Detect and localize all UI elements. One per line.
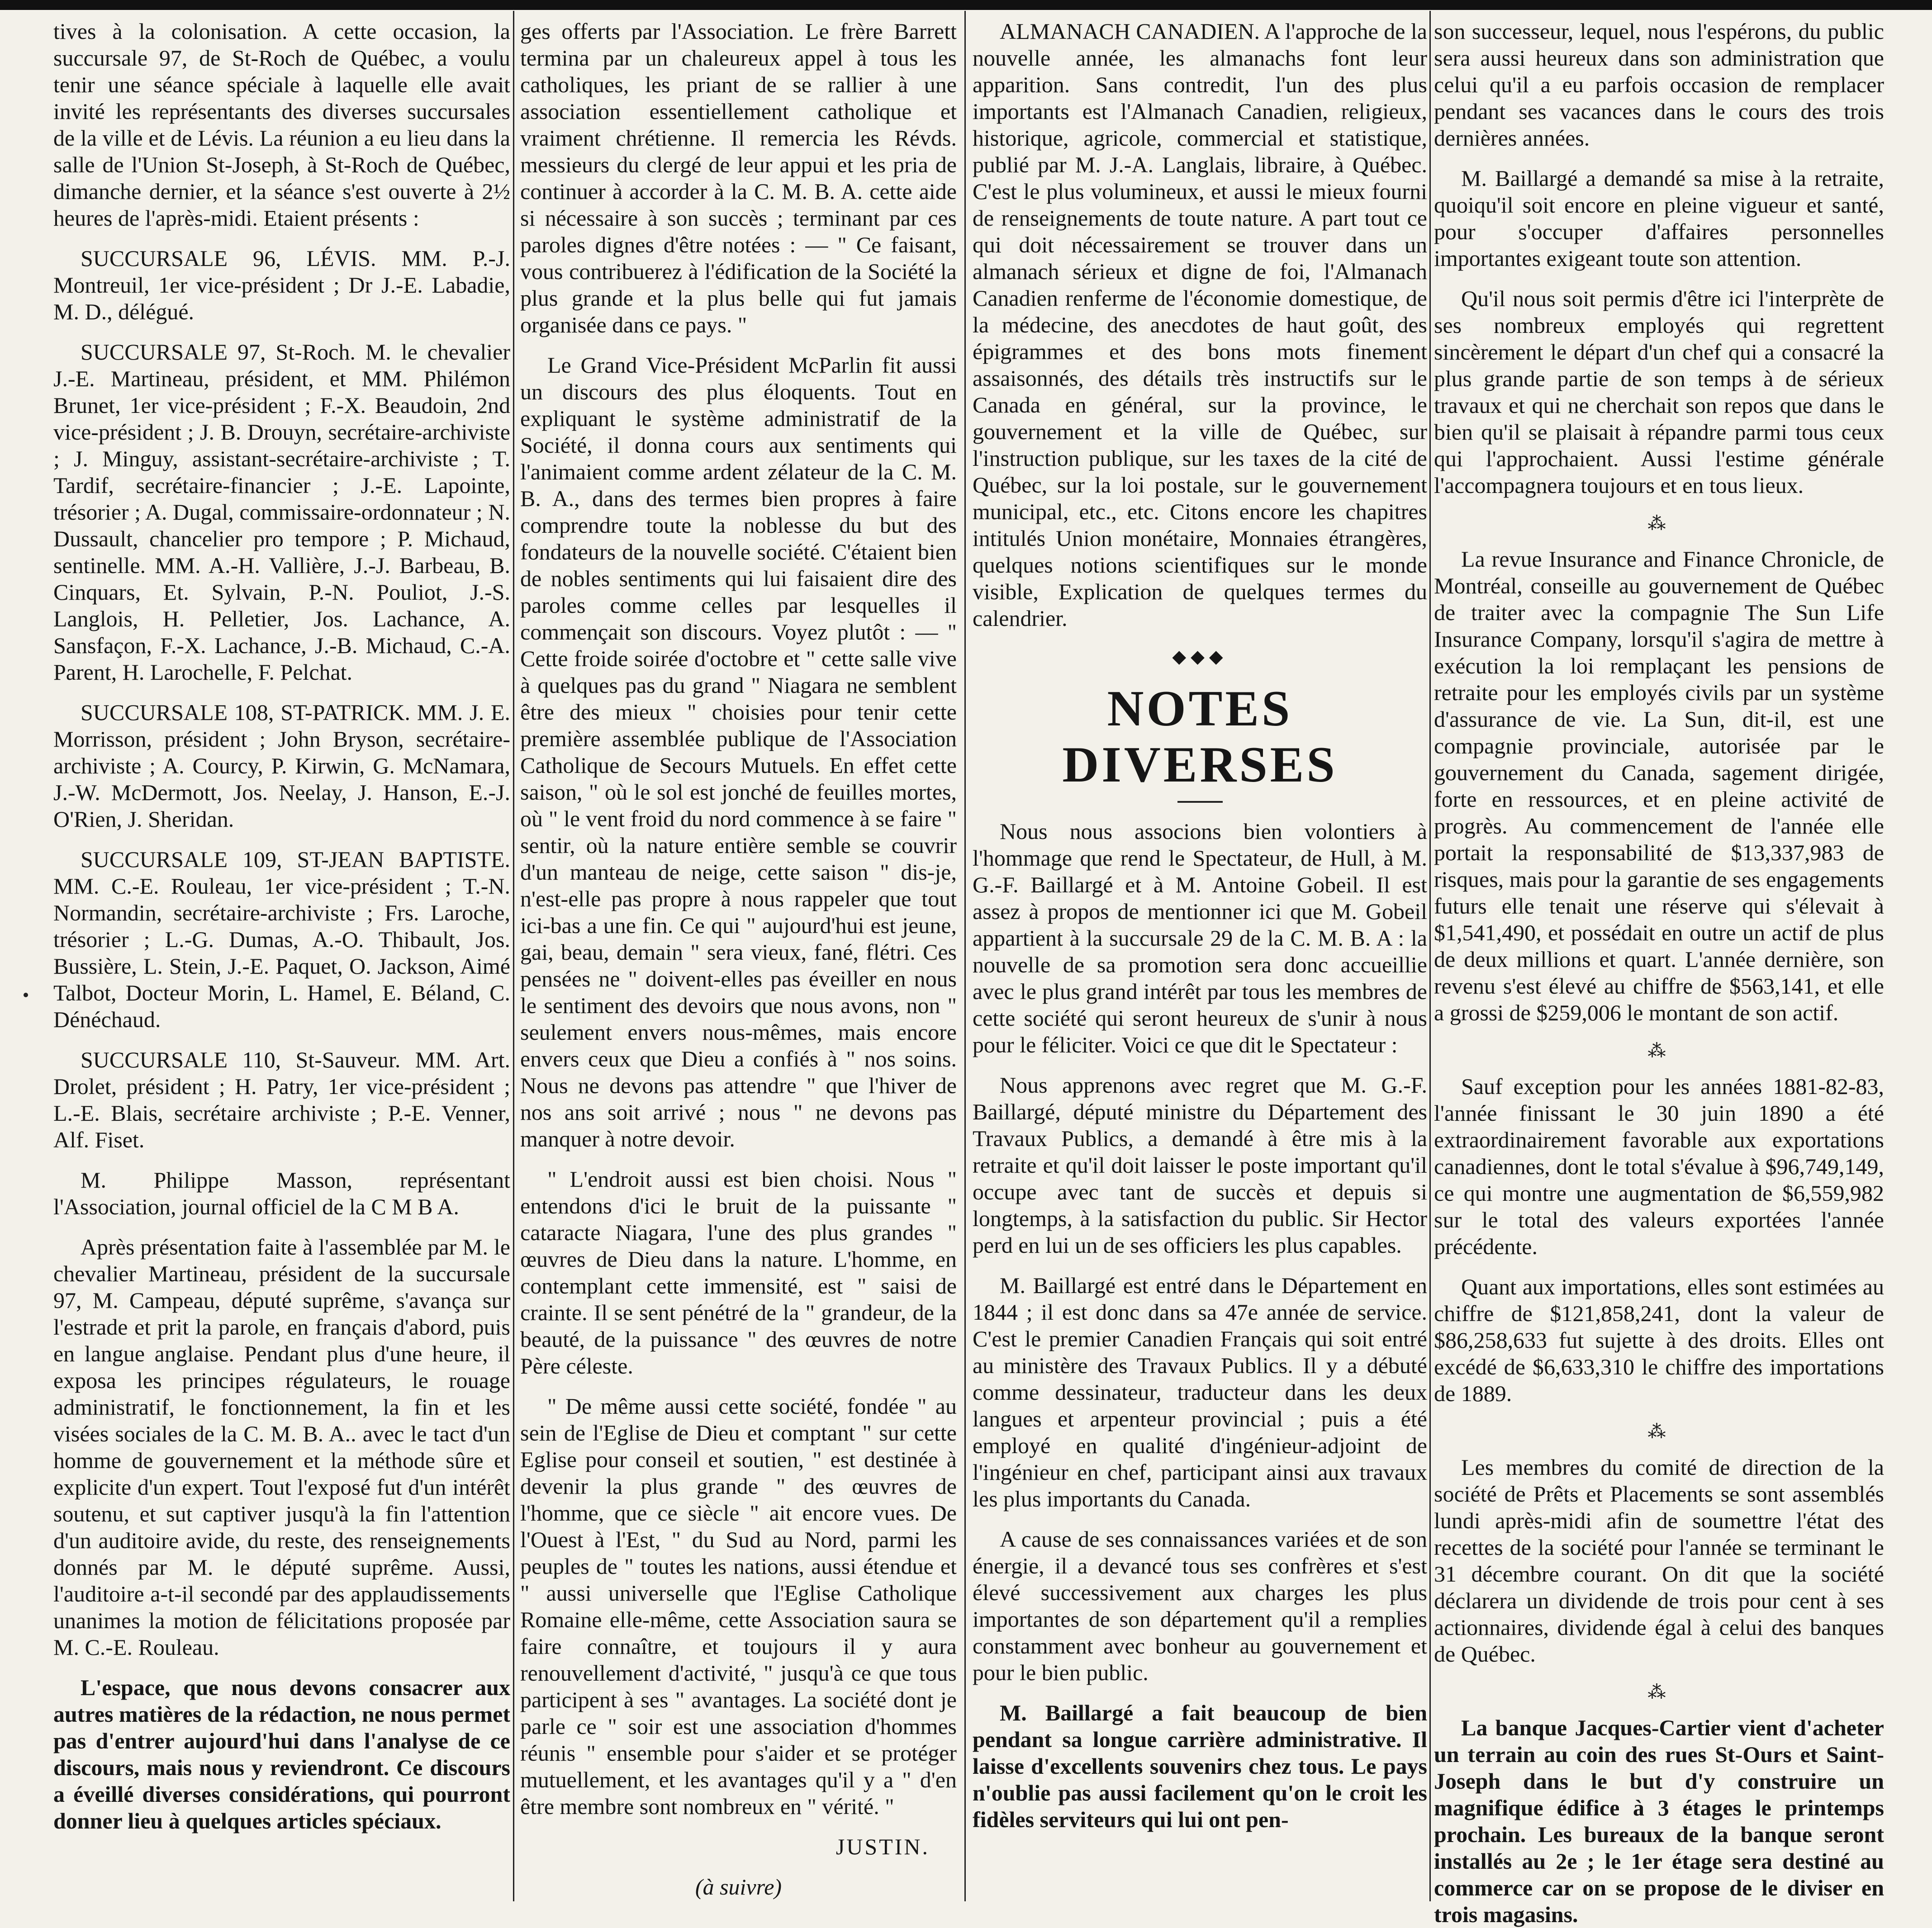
paragraph: M. Baillargé est entré dans le Département en 1844 ; il est donc dans sa 47e année de service. C'est le premier Canadien Français qui soit entré au ministère des Travaux Publics. Il y a débuté comme dessinateur, traducteur dans les deux langues et arpenteur provincial ; puis a été employé en qualité d'ingénieur-adjoint de l'ingénieur en chef, participant ainsi aux travaux les plus importants du Canada. <box>973 1273 1427 1511</box>
paragraph: Après présentation faite à l'assemblée par M. le chevalier Martineau, président de la succursale 97, M. Campeau, député suprême, s'avança sur l'estrade et prit la parole, en français d'abord, puis en langue anglaise. Pendant plus d'une heure, il exposa les principes régulateurs, le rouage administratif, le fonctionnement, la fin et les visées sociales de la C. M. B. A.. avec le tact d'un homme de gouvernement et la méthode sûre et explicite d'un expert. Tout l'exposé fut d'un intérêt soutenu, et sut captiver jusqu'à la fin l'attention d'un auditoire avide, du reste, des renseignements donnés par M. le député suprême. Aussi, l'auditoire a-t-il secondé par des applaudissements unanimes la motion de félicitations proposée par M. C.-E. Rouleau. <box>53 1234 510 1660</box>
paragraph: La banque Jacques-Cartier vient d'acheter un terrain au coin des rues St-Ours et Saint-Joseph dans le but d'y construire un magnifique édifice à 3 étages le printemps prochain. Les bureaux de la banque seront installés au 2e ; le 1er étage sera destiné au commerce car on se propose de le diviser en trois magasins. <box>1434 1715 1884 1927</box>
paragraph: Sauf exception pour les années 1881-82-83, l'année finissant le 30 juin 1890 a été extraordinairement favorable aux exportations canadiennes, dont le total s'évalue à $96,749,149, ce qui montre une augmentation de $6,559,982 sur le total des valeurs exportées l'année précédente. <box>1434 1074 1884 1259</box>
ink-speck <box>24 993 28 997</box>
paragraph: M. Baillargé a demandé sa mise à la retraite, quoiqu'il soit encore en pleine vigueur et santé, pour s'occuper d'affaires personnelles importantes exigeant toute son attention. <box>1434 166 1884 271</box>
column-rule <box>1429 11 1431 1901</box>
paragraph: M. Baillargé a fait beaucoup de bien pendant sa longue carrière administrative. Il laisse d'excellents souvenirs chez tous. Le pays n'oublie pas aussi facilement qu'on le croit les fidèles serviteurs qui lui ont pen- <box>973 1700 1427 1832</box>
paragraph: La revue Insurance and Finance Chronicle, de Montréal, conseille au gouvernement de Québec de traiter avec la compagnie The Sun Life Insurance Company, lorsqu'il s'agira de mettre à exécution la loi remplaçant les pensions de retraite pour les employés civils par un système d'assurance de vie. La Sun, dit-il, est une compagnie provinciale, autorisée par le gouvernement du Canada, sagement dirigée, forte en ressources, et en pleine activité de progrès. Au commencement de l'année elle portait la responsabilité de $13,337,983 de risques, mais pour la garantie de ses engagements futurs elle tenait une réserve qui s'élevait à $1,541,490, et possédait en outre un actif de plus de deux millions et quart. L'année dernière, son revenu s'est élevé au chiffre de $563,141, et elle a grossi de $259,006 le montant de son actif. <box>1434 546 1884 1025</box>
column-rule <box>513 11 514 1901</box>
paragraph: ges offerts par l'Association. Le frère Barrett termina par un chaleureux appel à tous les catholiques, les priant de se rallier à une association essentiellement catholique et vraiment chrétienne. Il remercia les Révds. messieurs du clergé de leur appui et les pria de continuer à accorder à la C. M. B. A. cette aide si nécessaire à son succès ; terminant par ces paroles dignes d'être notées : — " Ce faisant, vous contribuerez à l'édification de la Société la plus grande et la plus belle qui fut jamais organisée dans ce pays. " <box>520 19 957 337</box>
paragraph: Nous nous associons bien volontiers à l'hommage que rend le Spectateur, de Hull, à M. G.-F. Baillargé et à M. Antoine Gobeil. Il est assez à propos de mentionner ici que M. Gobeil appartient à la succursale 29 de la C. M. B. A : la nouvelle de sa promotion sera donc accueillie avec le plus grand intérêt par tous les membres de cette société qui seront heureux de s'unir à nous pour le féliciter. Voici ce que dit le Spectateur : <box>973 819 1427 1057</box>
paragraph: SUCCURSALE 97, St-Roch. M. le chevalier J.-E. Martineau, président, et MM. Philémon Brunet, 1er vice-président ; F.-X. Beaudoin, 2nd vice-président ; J. B. Drouyn, secrétaire-archiviste ; J. Minguy, assistant-secrétaire-archiviste ; T. Tardif, secrétaire-financier ; J.-E. Lapointe, trésorier ; A. Dugal, commissaire-ordonnateur ; N. Dussault, chancelier pro tempore ; P. Michaud, sentinelle. MM. A.-H. Vallière, J.-J. Barbeau, B. Cinquars, Et. Sylvain, P.-N. Pouliot, J.-S. Langlois, H. Pelletier, Jos. Lachance, A. Sansfaçon, F.-X. Lachance, J.-B. Michaud, C.-A. Parent, H. Larochelle, F. Pelchat. <box>53 339 510 685</box>
paragraph: tives à la colonisation. A cette occasion, la succursale 97, de St-Roch de Québec, a voulu tenir une séance spéciale à laquelle elle avait invité les représentants des diverses succursales de la ville et de Lévis. La réunion a eu lieu dans la salle de l'Union St-Joseph, à St-Roch de Québec, dimanche dernier, et la séance s'est ouverte à 2½ heures de l'après-midi. Etaient présents : <box>53 19 510 231</box>
section-heading: NOTES DIVERSES <box>1062 681 1338 793</box>
asterism-ornament: ⁂ <box>1647 1421 1671 1442</box>
page-top-edge <box>0 0 1932 10</box>
paragraph: SUCCURSALE 96, LÉVIS. MM. P.-J. Montreuil, 1er vice-président ; Dr J.-E. Labadie, M. D., délégué. <box>53 246 510 324</box>
paragraph: Quant aux importations, elles sont estimées au chiffre de $121,858,241, dont la valeur de $86,258,633 fut sujette à des droits. Elles ont excédé de $6,633,310 le chiffre des importations de 1889. <box>1434 1274 1884 1406</box>
paragraph: SUCCURSALE 108, ST-PATRICK. MM. J. E. Morrisson, président ; John Bryson, secrétaire-archiviste ; A. Courcy, P. Kirwin, G. McNamara, J.-W. McDermott, Jos. Neelay, J. Hanson, E.-J. O'Rien, J. Sheridan. <box>53 700 510 832</box>
column-rule <box>964 11 966 1901</box>
paragraph: " L'endroit aussi est bien choisi. Nous " entendons d'ici le bruit de la puissante " cataracte Niagara, l'une des plus grandes " œuvres de Dieu dans la nature. L'homme, en contemplant cette immensité, est " saisi de crainte. Il se sent pénétré de la " grandeur, de la beauté, de la puissance " des œuvres de notre Père céleste. <box>520 1166 957 1378</box>
paragraph: son successeur, lequel, nous l'espérons, du public sera aussi heureux dans son administration que celui qu'il a eu parfois occasion de remplacer pendant ses vacances dans le cours des trois dernières années. <box>1434 19 1884 151</box>
paragraph: SUCCURSALE 109, ST-JEAN BAPTISTE. MM. C.-E. Rouleau, 1er vice-président ; T.-N. Normandin, secrétaire-archiviste ; Frs. Laroche, trésorier ; L.-G. Dumas, A.-O. Thibault, Jos. Bussière, L. Stein, J.-E. Paquet, O. Jackson, Aimé Talbot, Docteur Morin, L. Hamel, E. Béland, C. Dénéchaud. <box>53 847 510 1032</box>
ornament: ◆◆◆ <box>1172 646 1228 667</box>
paragraph: A cause de ses connaissances variées et de son énergie, il a devancé tous ses confrères et s'est élevé successivement aux charges les plus importantes de son département qu'il a remplies constamment avec bonheur au gouvernement et pour le bien public. <box>973 1526 1427 1685</box>
paragraph: Le Grand Vice-Président McParlin fit aussi un discours des plus éloquents. Tout en expliquant le système administratif de la Société, il donna cours aux sentiments qui l'animaient comme ardent zélateur de la C. M. B. A., dans des termes bien propres à faire comprendre toute la noblesse du but des fondateurs de la nouvelle société. C'étaient bien de nobles sentiments qui lui faisaient dire des paroles comme celles par lesquelles il commençait son discours. Voyez plutôt : — " Cette froide soirée d'octobre et " cette salle vive à quelques pas du grand " Niagara ne semblent être des mieux " choisies pour tenir cette première assemblée publique de l'Association Catholique de Secours Mutuels. En effet cette saison, " où le sol est jonché de feuilles mortes, où " le vent froid du nord commence à se faire " sentir, où la nature entière semble se couvrir d'un manteau de neige, cette saison " dis-je, n'est-elle pas propre à nous rappeler que tout ici-bas a une fin. Ce qui " aujourd'hui est jeune, gai, beau, demain " sera vieux, fané, flétri. Ces pensées ne " doivent-elles pas éveiller en nous le sentiment des devoirs que nous avons, non " seulement envers nous-mêmes, mais encore envers ceux que Dieu a confiés à " nos soins. Nous ne devons pas attendre " que l'hiver de nos ans soit arrivé ; nous " ne devons pas manquer à notre devoir. <box>520 352 957 1151</box>
paragraph: ALMANACH CANADIEN. A l'approche de la nouvelle année, les almanachs font leur apparition. Sans contredit, l'un des plus importants est l'Almanach Canadien, religieux, historique, agricole, commercial et statistique, publié par M. J.-A. Langlais, libraire, à Québec. C'est le plus volumineux, et aussi le mieux fourni de renseignements de toute nature. A part tout ce qui doit nécessairement se trouver dans un almanach sérieux et digne de foi, l'Almanach Canadien renferme de l'économie domestique, de la médecine, des anecdotes de haut goût, des épigrammes et des bons mots finement assaisonnés, des détails très instructifs sur le Canada en général, sur la province, le gouvernement et la ville de Québec, sur l'instruction publique, sur les taxes de la cité de Québec, sur la loi postale, sur le gouvernement municipal, etc., etc. Citons encore les chapitres intitulés Union monétaire, Monnaies étrangères, quelques notions scientifiques sur le monde visible, Explication de quelques termes du calendrier. <box>973 19 1427 631</box>
asterism-ornament: ⁂ <box>1647 1682 1671 1702</box>
asterism-ornament: ⁂ <box>1647 1041 1671 1061</box>
paragraph: Les membres du comité de direction de la société de Prêts et Placements se sont assemblés lundi après-midi afin de soumettre l'état des recettes de la société pour l'année se terminant le 31 décembre courant. On dit que la société déclarera un dividende de trois pour cent à ses actionnaires, dividende égal à celui des banques de Québec. <box>1434 1454 1884 1667</box>
paragraph: Qu'il nous soit permis d'être ici l'interprète de ses nombreux employés qui regrettent sincèrement le départ d'un chef qui a consacré la plus grande partie de son temps à de sérieux travaux et qui ne cherchait son repos que dans le bien qu'il se plaisait à répandre parmi tous ceux qui l'approchaient. Aussi l'estime générale l'accompagnera toujours et en tous lieux. <box>1434 286 1884 498</box>
column-2 <box>520 18 957 1900</box>
paragraph: Nous apprenons avec regret que M. G.-F. Baillargé, député ministre du Département des Travaux Publics, a demandé à être mis à la retraite et qu'il doit laisser le poste important qu'il occupe avec tant de succès et depuis si longtemps, à la satisfaction du public. Sir Hector perd en lui un de ses officiers les plus capables. <box>973 1072 1427 1258</box>
signature: JUSTIN. <box>835 1834 930 1859</box>
paragraph: M. Philippe Masson, représentant l'Association, journal officiel de la C M B A. <box>53 1167 510 1219</box>
paragraph: " De même aussi cette société, fondée " au sein de l'Eglise de Dieu et comptant " sur cette Eglise pour conseil et soutien, " est destinée à devenir la plus grande " des œuvres de l'homme, que ce siècle " ait encore vues. De l'Ouest à l'Est, " du Sud au Nord, parmi les peuples de " toutes les nations, aussi étendue et " aussi universelle que l'Eglise Catholique Romaine elle-même, cette Association saura se faire connaître, et toujours il y aura renouvellement d'activité, " jusqu'à ce que tous participent à ses " avantages. La société dont je parle ce " soir est une association d'hommes réunis " ensemble pour s'aider et se protéger mutuellement, et les avantages qu'il y a " d'en être membre sont nombreux en " vérité. " <box>520 1393 957 1819</box>
column-3 <box>973 18 1427 1900</box>
column-1 <box>53 18 510 1900</box>
paragraph: L'espace, que nous devons consacrer aux autres matières de la rédaction, ne nous permet pas d'entrer aujourd'hui dans l'analyse de ce discours, mais nous y reviendront. Ce discours a éveillé diverses considérations, qui pourront donner lieu à quelques articles spéciaux. <box>53 1675 510 1833</box>
paragraph: SUCCURSALE 110, St-Sauveur. MM. Art. Drolet, président ; H. Patry, 1er vice-président ; L.-E. Blais, secrétaire archiviste ; P.-E. Venner, Alf. Fiset. <box>53 1047 510 1152</box>
heading-rule <box>1177 801 1223 803</box>
column-4 <box>1434 18 1884 1927</box>
continued-note: (à suivre) <box>695 1874 782 1900</box>
asterism-ornament: ⁂ <box>1647 513 1671 534</box>
